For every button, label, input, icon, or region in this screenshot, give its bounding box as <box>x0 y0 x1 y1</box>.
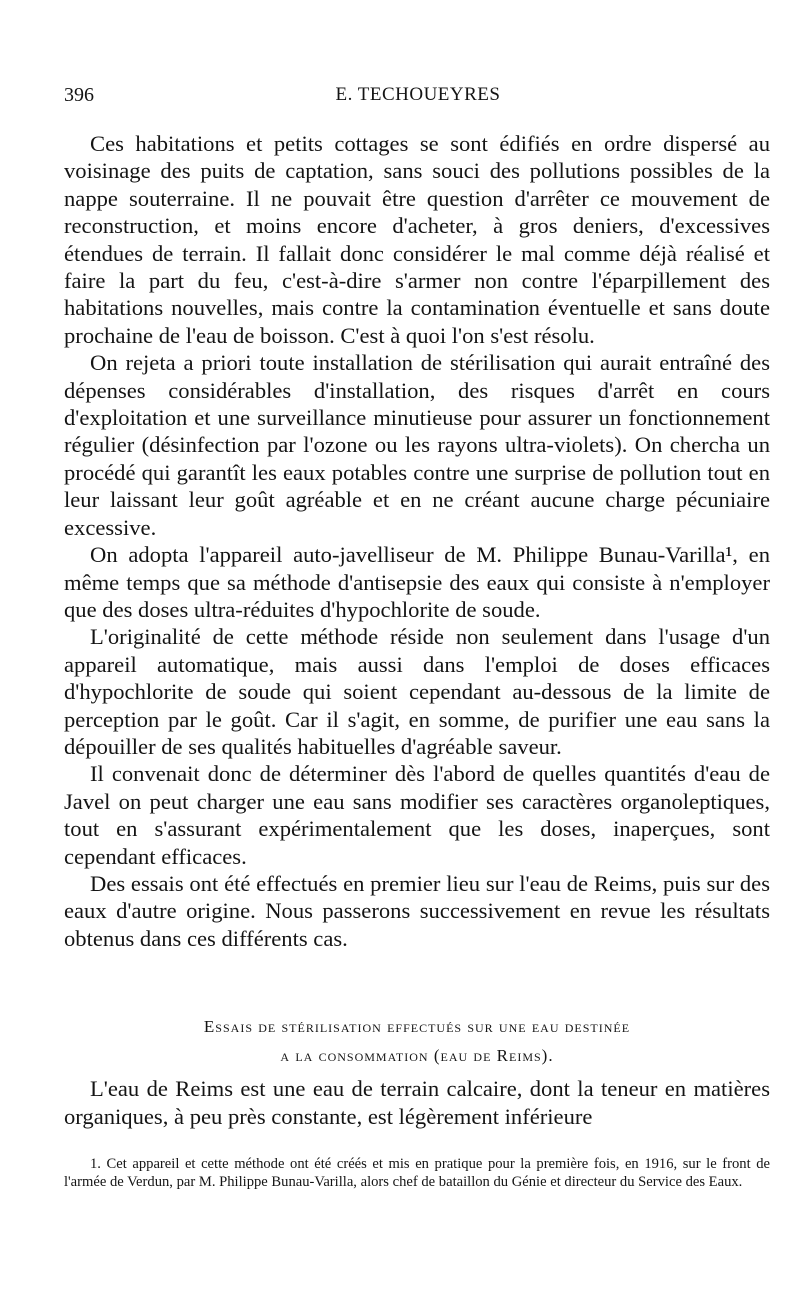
footnote <box>64 1155 770 1191</box>
running-head <box>64 84 772 114</box>
section-heading-line-2: a la consommation (eau de Reims). <box>280 1046 554 1065</box>
footnote-text: 1. Cet appareil et cette méthode ont été créés et mis en pratique pour la première fois, en 1916, sur le front de l'armée de Verdun, par M. Philippe Bunau-Varilla, alors chef de bataillon du Génie et directeur du Service des Eaux. <box>64 1156 770 1190</box>
body-text <box>64 130 770 952</box>
section-heading <box>64 1012 770 1070</box>
paragraph-4: L'originalité de cette méthode réside non seulement dans l'usage d'un appareil automatique, mais aussi dans l'emploi de doses efficaces d'hypochlorite de soude qui soient cependant au-dessous de la limite de perception par le goût. Car il s'agit, en somme, de purifier une eau sans la dépouiller de ses qualités habituelles d'agréable saveur. <box>64 624 770 759</box>
paragraph-1: Ces habitations et petits cottages se sont édifiés en ordre dispersé au voisinage des puits de captation, sans souci des pollutions possibles de la nappe souterraine. Il ne pouvait être question d'arrêter ce mouvement de reconstruction, et moins encore d'acheter, à gros deniers, d'excessives étendues de terrain. Il fallait donc considérer le mal comme déjà réalisé et faire la part du feu, c'est-à-dire s'armer non contre l'éparpillement des habitations nouvelles, mais contre la contamination éventuelle et sans doute prochaine de l'eau de boisson. C'est à quoi l'on s'est résolu. <box>64 131 770 348</box>
section-body <box>64 1075 770 1131</box>
paragraph-7: L'eau de Reims est une eau de terrain calcaire, dont la teneur en matières organiques, à peu près constante, est légèrement inférieure <box>64 1076 770 1129</box>
paragraph-3: On adopta l'appareil auto-javelliseur de M. Philippe Bunau-Varilla¹, en même temps que sa méthode d'antisepsie des eaux qui consiste à n'employer que des doses ultra-réduites d'hypochlorite de soude. <box>64 542 770 622</box>
paragraph-6: Des essais ont été effectués en premier lieu sur l'eau de Reims, puis sur des eaux d'autre origine. Nous passerons successivement en revue les résultats obtenus dans ces différents cas. <box>64 870 770 951</box>
paragraph-5: Il convenait donc de déterminer dès l'abord de quelles quantités d'eau de Javel on peut charger une eau sans modifier ses caractères organoleptiques, tout en s'assurant expérimentalement que les doses, inaperçues, sont cependant efficaces. <box>64 761 770 869</box>
page-number: 396 <box>64 84 94 106</box>
paragraph-2: On rejeta a priori toute installation de stérilisation qui aurait entraîné des dépenses considérables d'installation, des risques d'arrêt en cours d'exploitation et une surveillance minutieuse pour assurer un fonctionnement régulier (désinfection par l'ozone ou les rayons ultra-violets). On chercha un procédé qui garantît les eaux potables contre une surprise de pollution tout en leur laissant leur goût agréable et en ne créant aucune charge pécuniaire excessive. <box>64 350 770 540</box>
section-heading-line-1: Essais de stérilisation effectués sur une eau destinée <box>203 1017 631 1036</box>
running-head-author: E. TECHOUEYRES <box>335 84 501 105</box>
